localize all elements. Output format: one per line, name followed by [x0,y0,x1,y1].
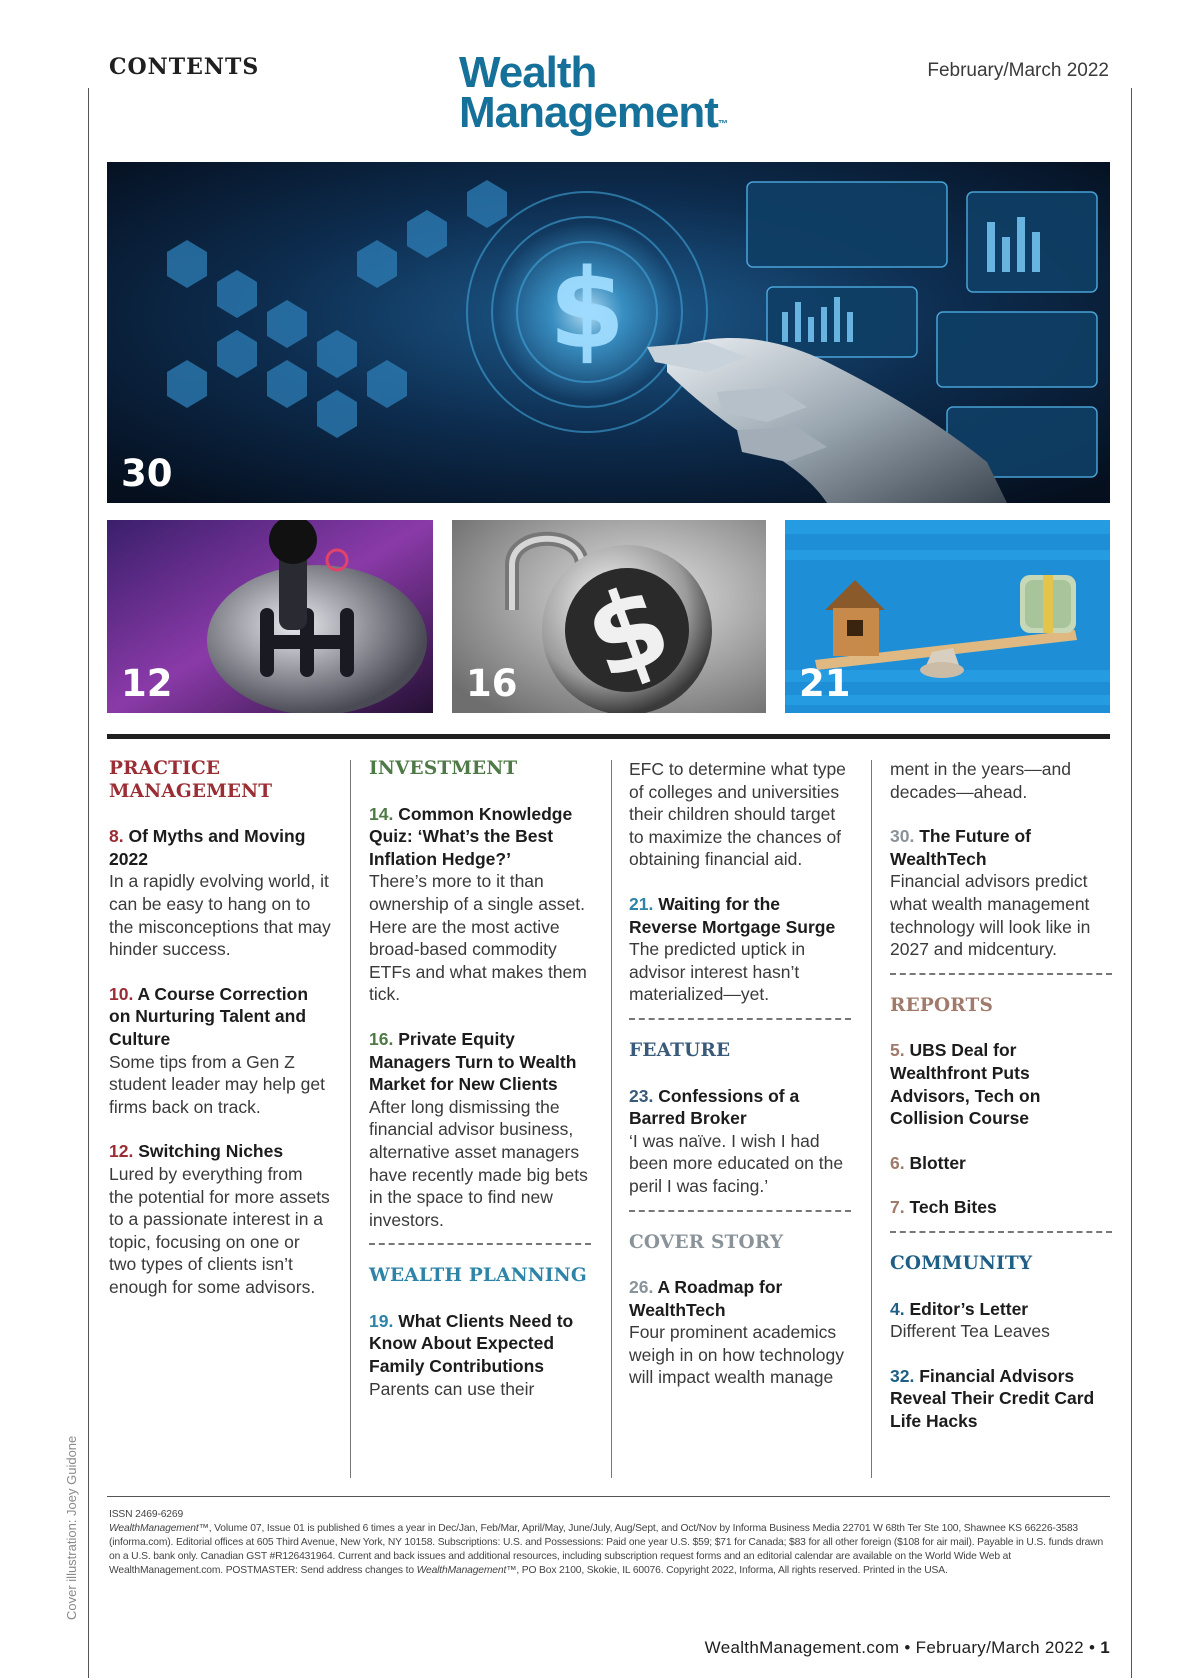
section-title-investment: INVESTMENT [369,758,518,779]
thumb-image-12[interactable] [107,520,433,713]
article-item[interactable] [369,803,591,1006]
section-title-cover-story: COVER STORY [629,1231,784,1253]
article-page: 14. [369,803,394,824]
article-dek: Lured by everything from the potential for more assets to a passionate interest in a topic, focusing on one or two types of clients isn’t enough for some advisors. [109,1163,330,1297]
article-page: 6. [890,1152,905,1173]
page-footer: WealthManagement.com • February/March 2022 • 1 [704,1638,1110,1657]
article-item[interactable] [890,1196,1112,1219]
article-title: 7. Tech Bites [890,1197,997,1218]
article-title: 21. Waiting for the Reverse Mortgage Surge [629,893,836,937]
publication-info: WealthManagement™, Volume 07, Issue 01 is published 6 times a year in Dec/Jan, Feb/Mar, April/May, June/July, Aug/Sept, and Oct/Nov by Informa Business Media 22701 W 68th Ter Ste 100, Shawnee KS 66226-3583 (informa.com). Editorial offices at 605 Third Avenue, New York, NY 10158. Subscriptions: U.S. and Possessions: Paid one year U.S. $59; $71 for Canada; $83 for all other foreign ($108 for air mail). Payable in U.S. funds drawn on a U.S. bank only. Canadian GST #R126431964. Current and back issues and additional resources, including subscription request forms and an editorial calendar are available on the World Wide Web at WealthManagement.com. POSTMASTER: Send address changes to WealthManagement™, PO Box 2100, Skokie, IL 60076. Copyright 2022, Informa, All rights reserved. Printed in the USA. [109,1523,1104,1576]
column-divider [871,760,872,1478]
column-reports [890,758,1112,1454]
contents-heading: CONTENTS [109,54,260,80]
article-dek: Different Tea Leaves [890,1321,1050,1342]
column-practice-management [109,758,331,1320]
footer-date: February/March 2022 [915,1638,1084,1657]
article-page: 26. [629,1277,654,1298]
article-title: 12. Switching Niches [109,1141,284,1162]
article-title: 4. Editor’s Letter [890,1298,1029,1319]
logo-line-2: Management™ [459,88,727,137]
article-title: 26. A Roadmap for WealthTech [629,1277,783,1320]
dashed-divider [629,1210,851,1212]
dashed-divider [369,1243,591,1245]
article-title: 8. Of Myths and Moving 2022 [109,826,306,869]
legal-divider [107,1496,1110,1497]
cover-credit: Cover illustration: Joey Guidone [64,1435,79,1620]
article-item[interactable] [890,1152,1112,1175]
article-item[interactable] [109,983,331,1119]
article-item[interactable] [629,1085,851,1198]
article-title: 5. UBS Deal for Wealthfront Puts Advisors, Tech on Collision Course [890,1040,1041,1129]
article-dek: ‘I was naïve. I wish I had been more educated on the peril I was facing.’ [629,1130,844,1196]
dashed-divider [629,1018,851,1020]
section-title-wealth-planning: WEALTH PLANNING [369,1265,587,1287]
article-page: 16. [369,1028,394,1049]
article-page: 23. [629,1085,654,1106]
article-item[interactable] [890,1039,1112,1129]
article-title: 19. What Clients Need to Know About Expected Family Contributions [369,1310,574,1377]
issn: ISSN 2469-6269 [109,1509,184,1520]
hero-image[interactable] [107,162,1110,503]
article-continuation: EFC to determine what type of colleges and universities their children should target to maximize the chances of obtaining financial aid. [629,759,846,870]
article-page: 19. [369,1310,394,1331]
section-title-community: COMMUNITY [890,1252,1033,1274]
article-page: 7. [890,1197,905,1218]
thumb-image-21[interactable] [785,520,1110,713]
section-title-feature: FEATURE [629,1039,731,1061]
article-title: 14. Common Knowledge Quiz: ‘What’s the Best Inflation Hedge?’ [369,803,573,869]
dashed-divider [890,1231,1112,1233]
column-feature [629,758,851,1411]
robot-hand-dollar-icon [107,162,1110,503]
section-title-reports: REPORTS [890,994,994,1016]
article-title: 32. Financial Advisors Reveal Their Credit Card Life Hacks [890,1365,1095,1431]
article-title: 30. The Future of WealthTech [890,826,1031,869]
article-dek: There’s more to it than ownership of a single asset. Here are the most active broad-based commodity ETFs and what makes them tick. [369,871,587,1005]
article-page: 10. [109,983,134,1004]
article-page: 30. [890,826,915,847]
footer-page-number: 1 [1100,1638,1110,1657]
svg-text:$: $ [548,245,626,373]
article-page: 5. [890,1040,905,1061]
article-dek: Some tips from a Gen Z student leader may help get firms back on track. [109,1051,325,1117]
thumb-page-number: 12 [121,662,173,705]
right-frame-line [1131,88,1132,1678]
article-page: 21. [629,893,654,914]
article-page: 4. [890,1298,905,1319]
legal-notice [109,1508,1112,1578]
article-title: 6. Blotter [890,1152,966,1173]
article-item[interactable] [369,1028,591,1231]
left-frame-line [88,88,89,1678]
section-divider [107,734,1110,739]
article-item[interactable] [890,825,1112,961]
article-item[interactable] [109,825,331,961]
section-title-practice-management: PRACTICE MANAGEMENT [109,758,273,802]
article-continuation: ment in the years—and decades—ahead. [890,759,1071,802]
issue-date: February/March 2022 [927,60,1109,81]
article-title: 23. Confessions of a Barred Broker [629,1085,800,1129]
article-page: 8. [109,826,124,847]
article-dek: Four prominent academics weigh in on how technology will impact wealth manage [629,1322,845,1388]
column-divider [350,760,351,1478]
article-dek: The predicted uptick in advisor interest hasn’t materialized—yet. [629,939,806,1005]
article-page: 12. [109,1141,134,1162]
svg-text:$: $ [569,558,686,706]
article-title: 10. A Course Correction on Nurturing Talent and Culture [109,983,309,1049]
article-dek: In a rapidly evolving world, it can be easy to hang on to the misconceptions that may hinder success. [109,871,331,960]
article-page: 32. [890,1365,915,1386]
article-title: 16. Private Equity Managers Turn to Wealth Market for New Clients [369,1028,577,1095]
footer-separator: • [904,1638,911,1657]
thumb-page-number: 21 [799,662,851,705]
article-dek: After long dismissing the financial advisor business, alternative asset managers have recently made big bets in the space to find new investors. [369,1096,588,1230]
article-item[interactable] [890,1365,1112,1433]
article-item[interactable] [629,893,851,1006]
column-investment [369,758,591,1422]
footer-site: WealthManagement.com [704,1638,900,1657]
column-divider [611,760,612,1478]
thumb-page-number: 16 [466,662,518,705]
thumb-image-16[interactable] [452,520,766,713]
article-item[interactable] [629,1276,851,1389]
article-item[interactable] [369,1310,591,1400]
article-item[interactable] [109,1140,331,1298]
wealth-management-logo [459,48,727,145]
hero-page-number: 30 [121,452,173,495]
dashed-divider [890,973,1112,975]
logo-line-1: Wealth [459,48,597,97]
article-item[interactable] [890,1298,1112,1343]
article-dek: Financial advisors predict what wealth management technology will look like in 2027 and midcentury. [890,871,1091,960]
article-dek: Parents can use their [369,1378,535,1399]
